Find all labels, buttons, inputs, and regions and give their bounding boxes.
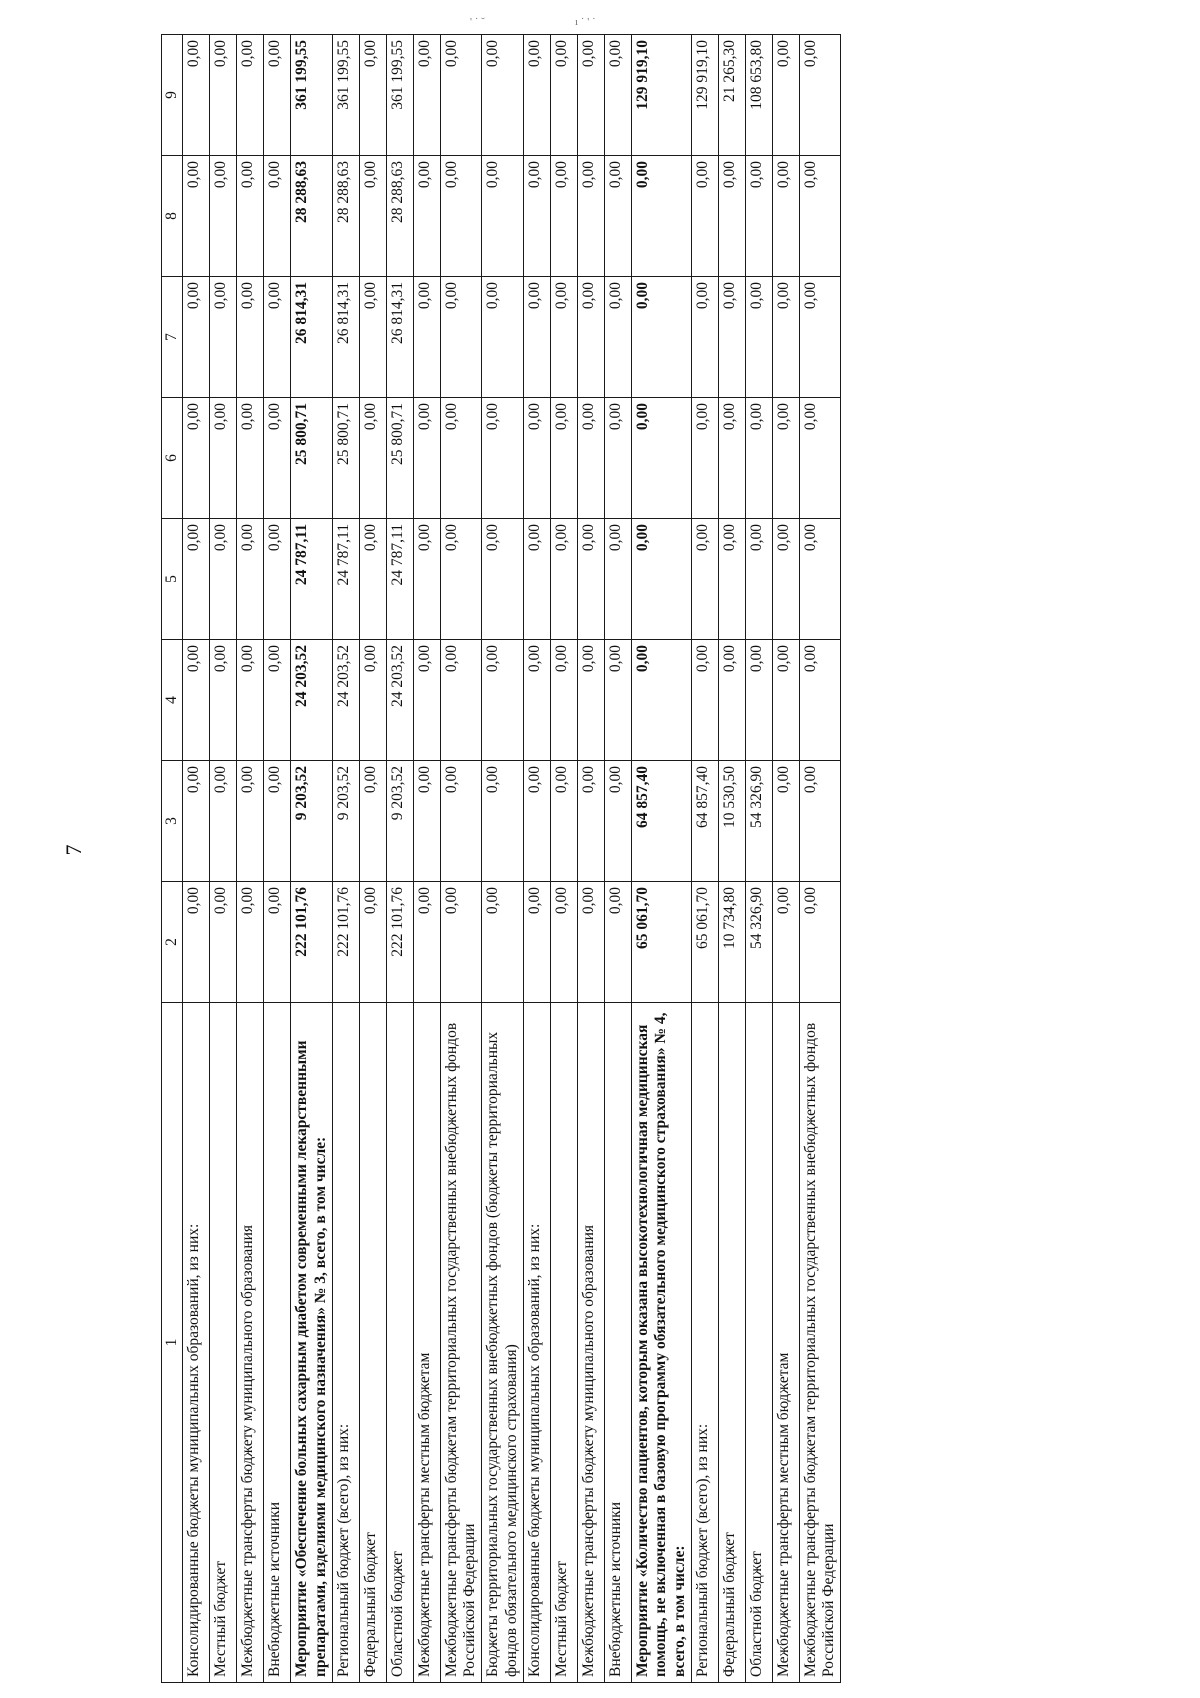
value-cell: 0,00 bbox=[523, 761, 550, 882]
value-cell: 0,00 bbox=[264, 882, 291, 1003]
value-cell: 0,00 bbox=[359, 640, 386, 761]
value-cell: 0,00 bbox=[264, 640, 291, 761]
value-cell: 24 203,52 bbox=[386, 640, 413, 761]
row-label: Областной бюджет bbox=[745, 1003, 772, 1683]
value-cell: 24 787,11 bbox=[332, 519, 359, 640]
value-cell: 0,00 bbox=[550, 156, 577, 277]
table-row bbox=[550, 35, 577, 1683]
value-cell: 0,00 bbox=[359, 519, 386, 640]
table-row bbox=[264, 35, 291, 1683]
value-cell: 28 288,63 bbox=[386, 156, 413, 277]
table-row bbox=[183, 35, 210, 1683]
value-cell: 0,00 bbox=[237, 882, 264, 1003]
value-cell: 0,00 bbox=[577, 640, 604, 761]
value-cell: 24 787,11 bbox=[291, 519, 333, 640]
value-cell: 0,00 bbox=[413, 640, 440, 761]
value-cell: 21 265,30 bbox=[718, 35, 745, 156]
value-cell: 0,00 bbox=[183, 519, 210, 640]
value-cell: 0,00 bbox=[440, 640, 482, 761]
value-cell: 0,00 bbox=[264, 761, 291, 882]
value-cell: 361 199,55 bbox=[386, 35, 413, 156]
value-cell: 0,00 bbox=[799, 519, 841, 640]
row-label: Мероприятие «Количество пациентов, которым оказана высокотехнологичная медицинская помощь, не включенная в базовую программу обязательного медицинского страхования» № 4, всего, в том числе: bbox=[631, 1003, 691, 1683]
value-cell: 0,00 bbox=[359, 761, 386, 882]
value-cell: 0,00 bbox=[745, 398, 772, 519]
table-row bbox=[631, 35, 691, 1683]
value-cell: 0,00 bbox=[577, 35, 604, 156]
value-cell: 0,00 bbox=[482, 35, 524, 156]
value-cell: 0,00 bbox=[210, 398, 237, 519]
value-cell: 0,00 bbox=[550, 519, 577, 640]
value-cell: 9 203,52 bbox=[386, 761, 413, 882]
value-cell: 64 857,40 bbox=[691, 761, 718, 882]
value-cell: 0,00 bbox=[264, 35, 291, 156]
value-cell: 0,00 bbox=[482, 156, 524, 277]
row-label: Межбюджетные трансферты местным бюджетам bbox=[413, 1003, 440, 1683]
value-cell: 65 061,70 bbox=[691, 882, 718, 1003]
table-row bbox=[210, 35, 237, 1683]
value-cell: 65 061,70 bbox=[631, 882, 691, 1003]
row-label: Межбюджетные трансферты бюджетам территориальных государственных внебюджетных фондов Российской Федерации bbox=[440, 1003, 482, 1683]
header-cell: 9 bbox=[162, 35, 183, 156]
value-cell: 28 288,63 bbox=[332, 156, 359, 277]
row-label: Региональный бюджет (всего), из них: bbox=[691, 1003, 718, 1683]
value-cell: 0,00 bbox=[691, 519, 718, 640]
value-cell: 0,00 bbox=[550, 640, 577, 761]
table-row bbox=[413, 35, 440, 1683]
value-cell: 0,00 bbox=[183, 277, 210, 398]
value-cell: 0,00 bbox=[210, 35, 237, 156]
value-cell: 0,00 bbox=[772, 761, 799, 882]
value-cell: 0,00 bbox=[799, 156, 841, 277]
value-cell: 0,00 bbox=[210, 882, 237, 1003]
row-label: Местный бюджет bbox=[550, 1003, 577, 1683]
value-cell: 0,00 bbox=[799, 640, 841, 761]
value-cell: 0,00 bbox=[264, 398, 291, 519]
value-cell: 24 203,52 bbox=[332, 640, 359, 761]
value-cell: 0,00 bbox=[799, 882, 841, 1003]
row-label: Мероприятие «Обеспечение больных сахарным диабетом современными лекарственными препаратами, изделиями медицинского назначения» № 3, всего, в том числе: bbox=[291, 1003, 333, 1683]
value-cell: 0,00 bbox=[440, 882, 482, 1003]
table-row bbox=[291, 35, 333, 1683]
value-cell: 0,00 bbox=[523, 277, 550, 398]
value-cell: 0,00 bbox=[772, 398, 799, 519]
value-cell: 0,00 bbox=[604, 882, 631, 1003]
value-cell: 0,00 bbox=[772, 35, 799, 156]
value-cell: 0,00 bbox=[237, 640, 264, 761]
value-cell: 0,00 bbox=[440, 35, 482, 156]
header-cell: 3 bbox=[162, 761, 183, 882]
value-cell: 0,00 bbox=[745, 156, 772, 277]
value-cell: 0,00 bbox=[264, 156, 291, 277]
value-cell: 222 101,76 bbox=[291, 882, 333, 1003]
table-row bbox=[772, 35, 799, 1683]
value-cell: 24 787,11 bbox=[386, 519, 413, 640]
header-cell: 2 bbox=[162, 882, 183, 1003]
value-cell: 0,00 bbox=[440, 398, 482, 519]
header-cell: 1 bbox=[162, 1003, 183, 1683]
value-cell: 0,00 bbox=[745, 277, 772, 398]
value-cell: 0,00 bbox=[577, 156, 604, 277]
table-row bbox=[577, 35, 604, 1683]
value-cell: 0,00 bbox=[440, 519, 482, 640]
value-cell: 0,00 bbox=[237, 35, 264, 156]
row-label: Бюджеты территориальных государственных внебюджетных фондов (бюджеты территориальных фондов обязательного медицинского страхования) bbox=[482, 1003, 524, 1683]
value-cell: 24 203,52 bbox=[291, 640, 333, 761]
value-cell: 0,00 bbox=[237, 398, 264, 519]
value-cell: 0,00 bbox=[413, 882, 440, 1003]
value-cell: 0,00 bbox=[799, 35, 841, 156]
row-label: Внебюджетные источники bbox=[604, 1003, 631, 1683]
value-cell: 0,00 bbox=[413, 519, 440, 640]
value-cell: 108 653,80 bbox=[745, 35, 772, 156]
value-cell: 0,00 bbox=[604, 35, 631, 156]
value-cell: 0,00 bbox=[482, 882, 524, 1003]
value-cell: 0,00 bbox=[523, 640, 550, 761]
header-row bbox=[162, 35, 183, 1683]
value-cell: 28 288,63 bbox=[291, 156, 333, 277]
value-cell: 0,00 bbox=[237, 277, 264, 398]
value-cell: 0,00 bbox=[799, 761, 841, 882]
header-cell: 5 bbox=[162, 519, 183, 640]
table-row bbox=[799, 35, 841, 1683]
table-row bbox=[523, 35, 550, 1683]
row-label: Межбюджетные трансферты бюджету муниципального образования bbox=[577, 1003, 604, 1683]
budget-table bbox=[161, 34, 841, 1683]
table-row bbox=[237, 35, 264, 1683]
value-cell: 26 814,31 bbox=[386, 277, 413, 398]
value-cell: 0,00 bbox=[691, 640, 718, 761]
value-cell: 0,00 bbox=[359, 882, 386, 1003]
value-cell: 0,00 bbox=[577, 761, 604, 882]
value-cell: 0,00 bbox=[772, 277, 799, 398]
value-cell: 0,00 bbox=[631, 640, 691, 761]
header-cell: 6 bbox=[162, 398, 183, 519]
table-row bbox=[718, 35, 745, 1683]
value-cell: 0,00 bbox=[413, 277, 440, 398]
value-cell: 0,00 bbox=[604, 519, 631, 640]
page-number: 7 bbox=[61, 844, 86, 856]
value-cell: 0,00 bbox=[413, 156, 440, 277]
value-cell: 0,00 bbox=[604, 761, 631, 882]
value-cell: 0,00 bbox=[210, 640, 237, 761]
value-cell: 361 199,55 bbox=[332, 35, 359, 156]
value-cell: 0,00 bbox=[691, 277, 718, 398]
value-cell: 0,00 bbox=[550, 761, 577, 882]
row-label: Федеральный бюджет bbox=[359, 1003, 386, 1683]
header-cell: 7 bbox=[162, 277, 183, 398]
value-cell: 222 101,76 bbox=[386, 882, 413, 1003]
value-cell: 0,00 bbox=[210, 156, 237, 277]
value-cell: 0,00 bbox=[183, 882, 210, 1003]
table-row bbox=[745, 35, 772, 1683]
value-cell: 0,00 bbox=[440, 761, 482, 882]
value-cell: 0,00 bbox=[799, 398, 841, 519]
value-cell: 0,00 bbox=[745, 519, 772, 640]
value-cell: 0,00 bbox=[183, 640, 210, 761]
value-cell: 9 203,52 bbox=[332, 761, 359, 882]
value-cell: 0,00 bbox=[799, 277, 841, 398]
value-cell: 0,00 bbox=[183, 398, 210, 519]
table-row bbox=[440, 35, 482, 1683]
row-label: Местный бюджет bbox=[210, 1003, 237, 1683]
value-cell: 0,00 bbox=[772, 882, 799, 1003]
value-cell: 0,00 bbox=[440, 156, 482, 277]
value-cell: 0,00 bbox=[413, 761, 440, 882]
value-cell: 0,00 bbox=[210, 519, 237, 640]
value-cell: 10 734,80 bbox=[718, 882, 745, 1003]
value-cell: 0,00 bbox=[237, 519, 264, 640]
value-cell: 26 814,31 bbox=[332, 277, 359, 398]
value-cell: 0,00 bbox=[691, 398, 718, 519]
value-cell: 0,00 bbox=[482, 640, 524, 761]
value-cell: 0,00 bbox=[482, 398, 524, 519]
value-cell: 0,00 bbox=[210, 277, 237, 398]
value-cell: 0,00 bbox=[604, 640, 631, 761]
value-cell: 0,00 bbox=[718, 277, 745, 398]
value-cell: 0,00 bbox=[523, 156, 550, 277]
value-cell: 10 530,50 bbox=[718, 761, 745, 882]
value-cell: 0,00 bbox=[577, 277, 604, 398]
row-label: Консолидированные бюджеты муниципальных образований, из них: bbox=[523, 1003, 550, 1683]
value-cell: 0,00 bbox=[718, 519, 745, 640]
row-label: Федеральный бюджет bbox=[718, 1003, 745, 1683]
value-cell: 0,00 bbox=[631, 398, 691, 519]
value-cell: 0,00 bbox=[631, 277, 691, 398]
value-cell: 361 199,55 bbox=[291, 35, 333, 156]
table-row bbox=[332, 35, 359, 1683]
value-cell: 0,00 bbox=[604, 277, 631, 398]
value-cell: 0,00 bbox=[745, 640, 772, 761]
value-cell: 0,00 bbox=[631, 519, 691, 640]
row-label: Областной бюджет bbox=[386, 1003, 413, 1683]
value-cell: 0,00 bbox=[718, 156, 745, 277]
value-cell: 0,00 bbox=[264, 519, 291, 640]
value-cell: 0,00 bbox=[772, 640, 799, 761]
row-label: Межбюджетные трансферты бюджету муниципального образования bbox=[237, 1003, 264, 1683]
value-cell: 0,00 bbox=[523, 519, 550, 640]
value-cell: 0,00 bbox=[183, 156, 210, 277]
value-cell: 64 857,40 bbox=[631, 761, 691, 882]
value-cell: 0,00 bbox=[440, 277, 482, 398]
scan-artifact: ' ˙ ˘ bbox=[470, 16, 485, 28]
value-cell: 25 800,71 bbox=[332, 398, 359, 519]
value-cell: 0,00 bbox=[550, 35, 577, 156]
value-cell: 0,00 bbox=[482, 761, 524, 882]
value-cell: 26 814,31 bbox=[291, 277, 333, 398]
header-cell: 8 bbox=[162, 156, 183, 277]
row-label: Межбюджетные трансферты местным бюджетам bbox=[772, 1003, 799, 1683]
row-label: Межбюджетные трансферты бюджетам территориальных государственных внебюджетных фондов Российской Федерации bbox=[799, 1003, 841, 1683]
value-cell: 129 919,10 bbox=[691, 35, 718, 156]
value-cell: 0,00 bbox=[482, 519, 524, 640]
value-cell: 0,00 bbox=[577, 398, 604, 519]
table-row bbox=[691, 35, 718, 1683]
value-cell: 0,00 bbox=[264, 277, 291, 398]
value-cell: 54 326,90 bbox=[745, 761, 772, 882]
table-row bbox=[482, 35, 524, 1683]
table-row bbox=[359, 35, 386, 1683]
value-cell: 0,00 bbox=[413, 35, 440, 156]
value-cell: 0,00 bbox=[550, 398, 577, 519]
value-cell: 129 919,10 bbox=[631, 35, 691, 156]
value-cell: 0,00 bbox=[577, 882, 604, 1003]
value-cell: 0,00 bbox=[523, 882, 550, 1003]
value-cell: 0,00 bbox=[550, 277, 577, 398]
value-cell: 0,00 bbox=[482, 277, 524, 398]
value-cell: 0,00 bbox=[604, 156, 631, 277]
value-cell: 0,00 bbox=[550, 882, 577, 1003]
value-cell: 0,00 bbox=[183, 761, 210, 882]
table-row bbox=[386, 35, 413, 1683]
row-label: Региональный бюджет (всего), из них: bbox=[332, 1003, 359, 1683]
value-cell: 0,00 bbox=[237, 761, 264, 882]
value-cell: 0,00 bbox=[359, 398, 386, 519]
value-cell: 0,00 bbox=[413, 398, 440, 519]
value-cell: 0,00 bbox=[359, 156, 386, 277]
value-cell: 222 101,76 bbox=[332, 882, 359, 1003]
value-cell: 0,00 bbox=[718, 398, 745, 519]
value-cell: 0,00 bbox=[631, 156, 691, 277]
budget-table-container bbox=[161, 35, 841, 1683]
value-cell: 0,00 bbox=[210, 761, 237, 882]
value-cell: 0,00 bbox=[604, 398, 631, 519]
table-row bbox=[604, 35, 631, 1683]
value-cell: 0,00 bbox=[237, 156, 264, 277]
header-cell: 4 bbox=[162, 640, 183, 761]
row-label: Консолидированные бюджеты муниципальных образований, из них: bbox=[183, 1003, 210, 1683]
row-label: Внебюджетные источники bbox=[264, 1003, 291, 1683]
value-cell: 9 203,52 bbox=[291, 761, 333, 882]
scan-artifact: ı ˙ ' ˙ bbox=[575, 16, 596, 28]
value-cell: 0,00 bbox=[523, 35, 550, 156]
value-cell: 0,00 bbox=[772, 156, 799, 277]
value-cell: 0,00 bbox=[359, 35, 386, 156]
value-cell: 25 800,71 bbox=[386, 398, 413, 519]
value-cell: 0,00 bbox=[359, 277, 386, 398]
value-cell: 54 326,90 bbox=[745, 882, 772, 1003]
value-cell: 0,00 bbox=[523, 398, 550, 519]
value-cell: 0,00 bbox=[577, 519, 604, 640]
value-cell: 0,00 bbox=[718, 640, 745, 761]
value-cell: 0,00 bbox=[183, 35, 210, 156]
value-cell: 0,00 bbox=[772, 519, 799, 640]
value-cell: 25 800,71 bbox=[291, 398, 333, 519]
value-cell: 0,00 bbox=[691, 156, 718, 277]
